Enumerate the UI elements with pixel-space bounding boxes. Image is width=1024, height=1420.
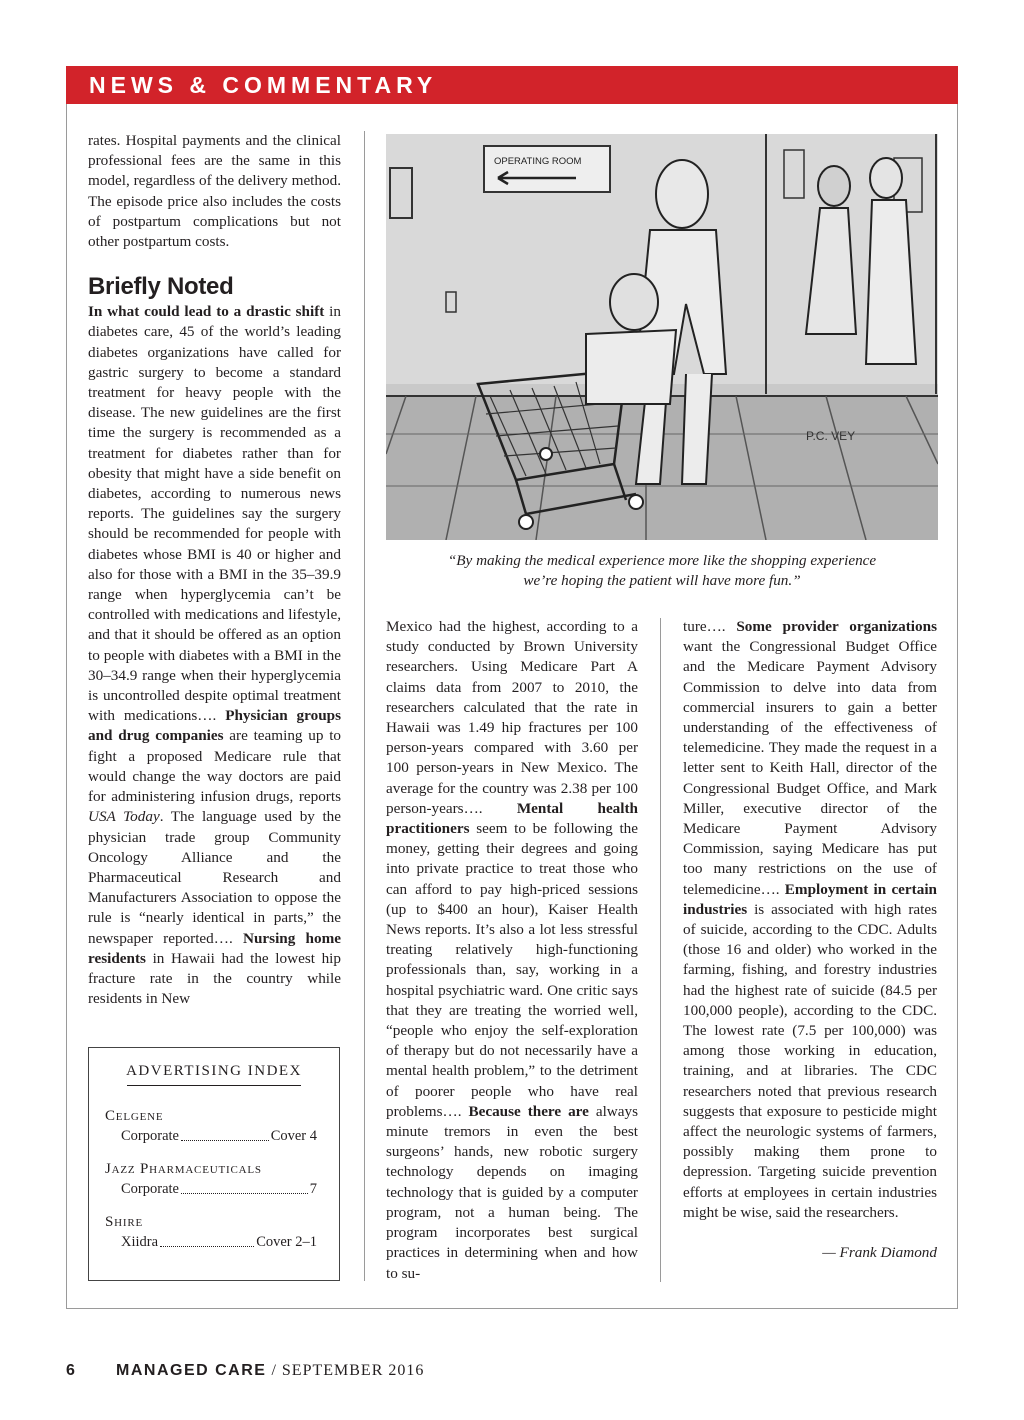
advertising-index-box <box>88 1047 340 1281</box>
title-rule <box>127 1085 301 1086</box>
ad-item: Corporate <box>121 1128 179 1144</box>
ad-entry <box>105 1159 317 1199</box>
column-3-paragraph <box>683 617 937 1223</box>
text-run: is associated with high rates of suicide, according to the CDC. Adults (those 16 and older) who worked in the farming, fishing, and forestry industries had the highest rate of suicide (84.5 per 100,000 people), according to the CDC. The lowest rate (7.5 per 100,000) was among those working in education, training, and at libraries. The CDC researchers noted that previous research suggests that exposure to pesticide might affect the neurologic systems of farmers, possibly making them prone to depression. Targeting suicide prevention efforts at employees in certain industries might be wise, said the researchers. <box>683 900 937 1221</box>
leader-dots <box>160 1232 254 1247</box>
ad-company: Shire <box>105 1214 144 1230</box>
section-banner <box>66 66 958 104</box>
ad-item: Corporate <box>121 1181 179 1197</box>
ad-company: Jazz Pharmaceuticals <box>105 1161 262 1177</box>
leader-dots <box>181 1126 269 1141</box>
ad-page: Cover 2–1 <box>256 1234 317 1250</box>
ad-page: 7 <box>309 1181 317 1197</box>
italic-run: USA Today <box>88 808 160 826</box>
ad-page: Cover 4 <box>270 1128 317 1144</box>
lead-bold: In what could lead to a drastic shift <box>88 303 325 321</box>
sign-text: OPERATING ROOM <box>494 156 582 167</box>
column-2-paragraph <box>386 617 638 1284</box>
bold-run: Mental health practitioners <box>386 799 638 838</box>
journal-footer <box>116 1362 424 1380</box>
cartoon-illustration <box>386 134 938 540</box>
text-run: in diabetes care, 45 of the world’s leading diabetes organizations have called for gastric surgery to become a standard treatment for heavy people with the disease. The new guidelines are the first time the surgery is recommended as a treatment for diabetes rather than for obesity that might have a side benefit on diabetes, according to numerous news reports. The guidelines say the surgery should be recommended for people with diabetes whose BMI is 40 or higher and also for those with a BMI in the 35–39.9 range when hyperglycemia can’t be controlled with medications and lifestyle, and that it should be offered as an option to people with diabetes with a BMI in the 30–34.9 range when their hyperglycemia is uncontrolled despite optimal treatment with medications…. <box>88 303 341 725</box>
caption-line-1: “By making the medical experience more like the shopping experience <box>447 552 877 569</box>
intro-paragraph: rates. Hospital payments and the clinical professional fees are the same in this model, regardless of the delivery method. The episode price also includes the costs of postpartum complications but not other postpartum costs. <box>88 132 341 251</box>
column-2 <box>386 617 638 1284</box>
text-run: seem to be following the money, getting their degrees and going into private practice to treat those who can afford to pay high-priced sessions (up to $400 an hour), Kaiser Health News reports. It’s also a lot less stressful treating relatively high-functioning professionals than, say, working in a hospital psychiatric ward. One critic says that they are treating the worried well, “people who enjoy the self-exploration of therapy but do not necessarily have a mental health problem,” to the detriment of poorer people who have real problems…. <box>386 820 638 1120</box>
artist-signature: P.C. VEY <box>806 429 856 443</box>
author-signature: — Frank Diamond <box>822 1244 937 1262</box>
bold-run: Employment in certain industries <box>683 880 937 918</box>
text-run: in Hawaii had the lowest hip fracture rate in the country while residents in New <box>88 949 341 1008</box>
text-run: . The language used by the physician trade group Community Oncology Alliance and the Pharmaceutical Research and Manufacturers Association to oppose the rule is “nearly identical in parts,” the newspaper reported…. <box>88 808 341 947</box>
ad-company: Celgene <box>105 1108 164 1124</box>
ad-entry <box>105 1106 317 1146</box>
briefly-noted-heading: Briefly Noted <box>88 273 234 301</box>
section-title: NEWS & COMMENTARY <box>89 72 438 98</box>
bold-run: Because there are <box>468 1102 589 1120</box>
ad-line <box>105 1179 317 1199</box>
text-run: want the Congressional Budget Office and the Medicare Payment Advisory Commission to delve into data from commercial insurers to gain a better understanding of the effectiveness of telemedicine. They made the request in a letter sent to Keith Hall, director of the Congressional Budget Office, and Mark Miller, executive director of the Medicare Payment Advisory Commission, saying Medicare has put too many restrictions on the use of telemedicine…. <box>683 638 937 898</box>
briefly-noted-paragraph <box>88 302 341 1009</box>
bold-run: Nursing home residents <box>88 929 341 967</box>
caption-line-2: we’re hoping the patient will have more fun.” <box>523 572 801 589</box>
bold-run: Physician groups and drug companies <box>88 707 341 745</box>
advertising-index-title: ADVERTISING INDEX <box>126 1063 302 1079</box>
bold-run: Some provider organizations <box>736 618 937 635</box>
issue-date: / SEPTEMBER 2016 <box>266 1362 425 1379</box>
ad-line <box>105 1232 317 1252</box>
column-1 <box>88 131 341 1009</box>
column-divider <box>364 131 365 1281</box>
leader-dots <box>181 1179 308 1194</box>
ad-line <box>105 1126 317 1146</box>
column-divider <box>660 618 661 1282</box>
page-number: 6 <box>66 1362 75 1379</box>
cartoon-caption <box>396 551 928 591</box>
text-run: are teaming up to fight a proposed Medicare rule that would change the way doctors are paid for administering infusion drugs, reports <box>88 727 342 806</box>
text-run: always minute tremors in even the best surgeons’ hands, new robotic surgery technology depends on imaging technology that is guided by a computer program, not a human being. The program incorporates best surgical practices in determining when and how to su- <box>386 1102 638 1282</box>
text-run: ture…. <box>683 618 737 635</box>
journal-name: MANAGED CARE <box>116 1362 267 1379</box>
ad-item: Xiidra <box>121 1234 159 1250</box>
text-run: Mexico had the highest, according to a study conducted by Brown University researchers. Using Medicare Part A claims data from 2007 to 2010, the researchers calculated that the rate in Hawaii was 1.49 hip fractures per 100 person-years compared with 3.60 per 100 person-years in New Mexico. The average for the country was 2.38 per 100 person-years…. <box>386 618 638 817</box>
column-3 <box>683 617 937 1263</box>
ad-entry <box>105 1212 317 1252</box>
